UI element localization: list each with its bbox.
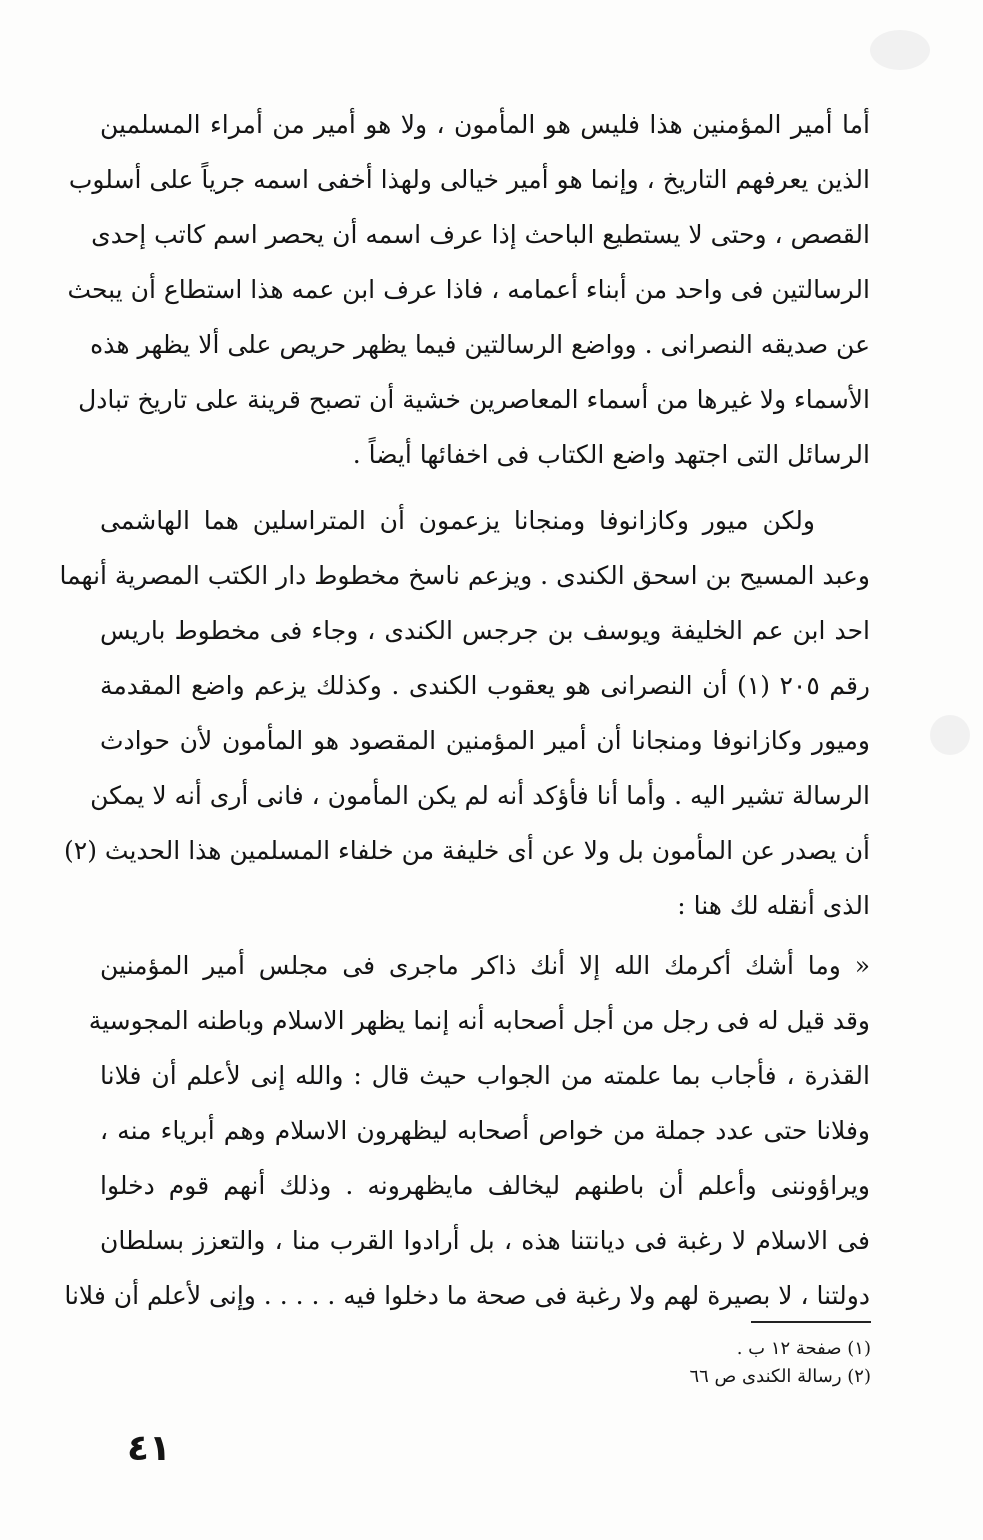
paragraph-1 [67, 97, 870, 482]
text-line: وفلانا حتى عدد جملة من خواص أصحابه ليظهرون الاسلام وهم أبرياء منه ، [100, 1116, 870, 1145]
text-line: « وما أشك أكرمك الله إلا أنك ذاكر ماجرى فى مجلس أمير المؤمنين [100, 951, 870, 980]
text-line: الرسائل التى اجتهد واضع الكتاب فى اخفائها أيضاً . [352, 440, 870, 469]
text-line: الأسماء ولا غيرها من أسماء المعاصرين خشية أن تصبح قرينة على تاريخ تبادل [78, 385, 870, 414]
footnote-2: (٢) رسالة الكندى ص ٦٦ [689, 1366, 871, 1387]
text-line: فى الاسلام لا رغبة فى ديانتنا هذه ، بل أرادوا القرب منا ، والتعزز بسلطان [100, 1226, 870, 1255]
footnote-1: (١) صفحة ١٢ ب . [736, 1338, 871, 1359]
text-line: ويراؤوننى وأعلم أن باطنهم ليخالف مايظهرونه . وذلك أنهم قوم دخلوا [100, 1171, 870, 1200]
footnotes [371, 1335, 871, 1391]
paper-smudge [930, 715, 970, 755]
text-line: الرسالتين فى واحد من أبناء أعمامه ، فاذا عرف ابن عمه هذا استطاع أن يبحث [67, 275, 870, 304]
text-line: الذين يعرفهم التاريخ ، وإنما هو أمير خيالى ولهذا أخفى اسمه جرياً على أسلوب [68, 165, 870, 194]
text-line: وميور وكازانوفا ومنجانا أن أمير المؤمنين المقصود هو المأمون لأن حوادث [100, 726, 870, 755]
paragraph-3-quotation [64, 938, 870, 1323]
text-line: عن صديقه النصرانى . وواضع الرسالتين فيما يظهر حريص على ألا يظهر هذه [90, 330, 870, 359]
text-line: الذى أنقله لك هنا : [677, 891, 870, 920]
text-line: وعبد المسيح بن اسحق الكندى . ويزعم ناسخ مخطوط دار الكتب المصرية أنهما [59, 561, 870, 590]
text-line: القذرة ، فأجاب بما علمته من الجواب حيث قال : والله إنى لأعلم أن فلانا [100, 1061, 870, 1090]
paragraph-2 [59, 493, 870, 933]
page-number: ٤١ [127, 1428, 171, 1469]
text-line: رقم ٢٠٥ (١) أن النصرانى هو يعقوب الكندى . وكذلك يزعم واضع المقدمة [100, 671, 870, 700]
text-line: القصص ، وحتى لا يستطيع الباحث إذا عرف اسمه أن يحصر اسم كاتب إحدى [91, 220, 870, 249]
text-line: دولتنا ، لا بصيرة لهم ولا رغبة فى صحة ما دخلوا فيه . . . . . وإنى لأعلم أن فلانا [64, 1281, 870, 1310]
text-line: وقد قيل له فى رجل من أجل أصحابه أنه إنما يظهر الاسلام وباطنه المجوسية [88, 1006, 870, 1035]
paper-smudge [870, 30, 930, 70]
text-line: ولكن ميور وكازانوفا ومنجانا يزعمون أن المتراسلين هما الهاشمى [100, 506, 815, 535]
text-line: احد ابن عم الخليفة ويوسف بن جرجس الكندى ، وجاء فى مخطوط باريس [100, 616, 870, 645]
text-line: أما أمير المؤمنين هذا فليس هو المأمون ، ولا هو أمير من أمراء المسلمين [100, 110, 870, 139]
text-line: الرسالة تشير اليه . وأما أنا فأؤكد أنه لم يكن المأمون ، فانى أرى أنه لا يمكن [90, 781, 870, 810]
text-line: أن يصدر عن المأمون بل ولا عن أى خليفة من خلفاء المسلمين هذا الحديث (٢) [64, 836, 870, 865]
footnote-divider [751, 1321, 871, 1323]
